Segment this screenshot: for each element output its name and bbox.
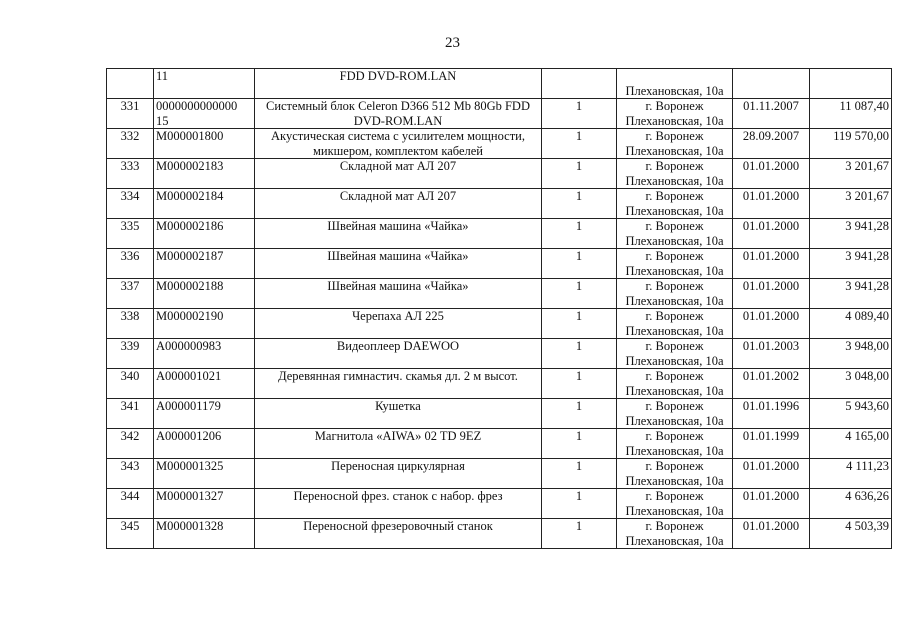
table-row bbox=[107, 399, 892, 429]
cell-code: А000001179 bbox=[156, 399, 221, 413]
commission-date bbox=[733, 249, 810, 279]
table-row bbox=[107, 189, 892, 219]
item-address bbox=[617, 249, 733, 279]
cell-cost: 4 111,23 bbox=[846, 459, 889, 473]
cell-name: Системный блок Celeron D366 512 Mb 80Gb FDD DVD-ROM.LAN bbox=[265, 99, 530, 128]
commission-date bbox=[733, 129, 810, 159]
cell-street: Плехановская, 10а bbox=[625, 143, 724, 158]
cell-street: Плехановская, 10а bbox=[625, 113, 724, 128]
item-cost bbox=[810, 69, 892, 99]
page-number: 23 bbox=[445, 35, 460, 51]
row-number bbox=[107, 99, 154, 129]
item-quantity bbox=[542, 489, 617, 519]
commission-date bbox=[733, 219, 810, 249]
cell-city: г. Воронеж bbox=[645, 129, 704, 143]
cell-qty: 1 bbox=[575, 369, 583, 383]
cell-street: Плехановская, 10а bbox=[625, 353, 724, 368]
cell-cost: 4 503,39 bbox=[845, 519, 889, 533]
cell-date: 01.11.2007 bbox=[743, 99, 799, 113]
item-quantity bbox=[542, 309, 617, 339]
item-name bbox=[255, 159, 542, 189]
commission-date bbox=[733, 159, 810, 189]
cell-num: 334 bbox=[120, 189, 140, 203]
item-quantity bbox=[542, 429, 617, 459]
cell-cost: 4 165,00 bbox=[845, 429, 889, 443]
table-row bbox=[107, 519, 892, 549]
cell-qty: 1 bbox=[575, 429, 583, 443]
cell-date: 01.01.2000 bbox=[742, 519, 800, 533]
item-name bbox=[255, 69, 542, 99]
cell-code: М000001327 bbox=[156, 489, 224, 503]
inventory-code bbox=[154, 279, 255, 309]
row-number bbox=[107, 129, 154, 159]
cell-street: Плехановская, 10а bbox=[625, 473, 724, 488]
cell-cost: 4 636,26 bbox=[845, 489, 889, 503]
row-number bbox=[107, 189, 154, 219]
cell-code: А000000983 bbox=[156, 339, 222, 353]
cell-num: 337 bbox=[120, 279, 140, 293]
cell-street: Плехановская, 10а bbox=[625, 293, 724, 308]
row-number bbox=[107, 459, 154, 489]
inventory-code bbox=[154, 189, 255, 219]
item-name bbox=[255, 99, 542, 129]
cell-city: г. Воронеж bbox=[645, 339, 704, 353]
cell-date: 01.01.1999 bbox=[742, 429, 800, 443]
row-number bbox=[107, 369, 154, 399]
cell-date: 01.01.2000 bbox=[742, 489, 800, 503]
item-name bbox=[255, 399, 542, 429]
table-row bbox=[107, 309, 892, 339]
item-cost bbox=[810, 219, 892, 249]
item-address bbox=[617, 399, 733, 429]
inventory-code bbox=[154, 249, 255, 279]
cell-city: г. Воронеж bbox=[645, 189, 704, 203]
inventory-code bbox=[154, 489, 255, 519]
item-cost bbox=[810, 489, 892, 519]
cell-qty: 1 bbox=[575, 249, 583, 263]
item-quantity bbox=[542, 339, 617, 369]
item-address bbox=[617, 159, 733, 189]
commission-date bbox=[733, 189, 810, 219]
item-name bbox=[255, 249, 542, 279]
row-number bbox=[107, 489, 154, 519]
cell-cost: 3 941,28 bbox=[845, 249, 889, 263]
cell-qty: 1 bbox=[575, 399, 583, 413]
cell-cost: 119 570,00 bbox=[833, 129, 889, 143]
cell-qty: 1 bbox=[575, 339, 583, 353]
cell-cost: 3 201,67 bbox=[845, 189, 889, 203]
cell-name: Переносная циркулярная bbox=[331, 459, 465, 473]
item-cost bbox=[810, 339, 892, 369]
item-quantity bbox=[542, 219, 617, 249]
cell-num: 332 bbox=[120, 129, 140, 143]
cell-code: М000002188 bbox=[156, 279, 224, 293]
cell-date: 01.01.2000 bbox=[742, 219, 800, 233]
cell-code: М000001325 bbox=[156, 459, 224, 473]
inventory-code bbox=[154, 429, 255, 459]
row-number bbox=[107, 279, 154, 309]
cell-name: Черепаха АЛ 225 bbox=[352, 309, 444, 323]
table-row bbox=[107, 99, 892, 129]
cell-name: Швейная машина «Чайка» bbox=[327, 249, 469, 263]
cell-num: 343 bbox=[120, 459, 140, 473]
cell-street: Плехановская, 10а bbox=[625, 83, 724, 98]
cell-code: М000002187 bbox=[156, 249, 224, 263]
cell-name: Складной мат АЛ 207 bbox=[339, 159, 457, 173]
item-quantity bbox=[542, 159, 617, 189]
cell-date: 01.01.2000 bbox=[742, 249, 800, 263]
cell-city: г. Воронеж bbox=[645, 489, 704, 503]
item-quantity bbox=[542, 249, 617, 279]
cell-name: Швейная машина «Чайка» bbox=[327, 219, 469, 233]
item-address bbox=[617, 219, 733, 249]
cell-name: Кушетка bbox=[375, 399, 421, 413]
commission-date bbox=[733, 99, 810, 129]
cell-street: Плехановская, 10а bbox=[625, 233, 724, 248]
item-quantity bbox=[542, 129, 617, 159]
item-address bbox=[617, 369, 733, 399]
item-quantity bbox=[542, 399, 617, 429]
item-address bbox=[617, 129, 733, 159]
row-number bbox=[107, 159, 154, 189]
item-address bbox=[617, 279, 733, 309]
commission-date bbox=[733, 429, 810, 459]
item-quantity bbox=[542, 189, 617, 219]
cell-date: 01.01.2000 bbox=[742, 279, 800, 293]
row-number bbox=[107, 519, 154, 549]
cell-cost: 3 201,67 bbox=[845, 159, 889, 173]
cell-city: г. Воронеж bbox=[645, 309, 704, 323]
item-address bbox=[617, 459, 733, 489]
cell-qty: 1 bbox=[575, 519, 583, 533]
item-name bbox=[255, 429, 542, 459]
cell-date: 28.09.2007 bbox=[742, 129, 800, 143]
table-row bbox=[107, 69, 892, 99]
cell-code: М000001800 bbox=[156, 129, 224, 143]
item-address bbox=[617, 189, 733, 219]
item-cost bbox=[810, 129, 892, 159]
cell-city: г. Воронеж bbox=[645, 429, 704, 443]
item-quantity bbox=[542, 519, 617, 549]
cell-date: 01.01.2000 bbox=[742, 159, 800, 173]
cell-city: г. Воронеж bbox=[645, 249, 704, 263]
cell-num: 338 bbox=[120, 309, 140, 323]
cell-num: 331 bbox=[120, 99, 140, 113]
cell-qty: 1 bbox=[575, 129, 583, 143]
table-row bbox=[107, 159, 892, 189]
cell-code: 11 bbox=[156, 69, 169, 83]
commission-date bbox=[733, 459, 810, 489]
cell-qty: 1 bbox=[575, 159, 583, 173]
cell-date: 01.01.2000 bbox=[742, 459, 800, 473]
item-quantity bbox=[542, 99, 617, 129]
cell-num: 333 bbox=[120, 159, 140, 173]
item-cost bbox=[810, 99, 892, 129]
cell-qty: 1 bbox=[575, 489, 583, 503]
cell-cost: 3 941,28 bbox=[845, 279, 889, 293]
cell-qty: 1 bbox=[575, 459, 583, 473]
table-row bbox=[107, 279, 892, 309]
cell-city: г. Воронеж bbox=[645, 219, 704, 233]
cell-num: 340 bbox=[120, 369, 140, 383]
item-address bbox=[617, 429, 733, 459]
item-address bbox=[617, 69, 733, 99]
item-quantity bbox=[542, 279, 617, 309]
cell-street: Плехановская, 10а bbox=[625, 413, 724, 428]
cell-cost: 4 089,40 bbox=[845, 309, 889, 323]
cell-cost: 5 943,60 bbox=[845, 399, 889, 413]
commission-date bbox=[733, 369, 810, 399]
row-number bbox=[107, 429, 154, 459]
cell-num: 341 bbox=[120, 399, 140, 413]
inventory-code bbox=[154, 129, 255, 159]
item-name bbox=[255, 189, 542, 219]
cell-date: 01.01.2000 bbox=[742, 189, 800, 203]
cell-name: Переносной фрез. станок с набор. фрез bbox=[293, 489, 503, 503]
row-number bbox=[107, 69, 154, 99]
cell-date: 01.01.2003 bbox=[742, 339, 800, 353]
commission-date bbox=[733, 69, 810, 99]
cell-city: г. Воронеж bbox=[645, 99, 704, 113]
cell-city: г. Воронеж bbox=[645, 279, 704, 293]
cell-code: А000001206 bbox=[156, 429, 222, 443]
cell-num: 336 bbox=[120, 249, 140, 263]
table-row bbox=[107, 489, 892, 519]
cell-street: Плехановская, 10а bbox=[625, 383, 724, 398]
row-number bbox=[107, 249, 154, 279]
cell-city: г. Воронеж bbox=[645, 369, 704, 383]
inventory-code bbox=[154, 459, 255, 489]
inventory-code bbox=[154, 99, 255, 129]
cell-cost: 3 048,00 bbox=[845, 369, 889, 383]
cell-name: Складной мат АЛ 207 bbox=[339, 189, 457, 203]
item-quantity bbox=[542, 69, 617, 99]
cell-street: Плехановская, 10а bbox=[625, 323, 724, 338]
cell-code: А000001021 bbox=[156, 369, 222, 383]
cell-city: г. Воронеж bbox=[645, 459, 704, 473]
item-cost bbox=[810, 519, 892, 549]
commission-date bbox=[733, 489, 810, 519]
item-address bbox=[617, 99, 733, 129]
cell-cost: 3 948,00 bbox=[845, 339, 889, 353]
inventory-code bbox=[154, 159, 255, 189]
cell-qty: 1 bbox=[575, 99, 583, 113]
cell-name: Швейная машина «Чайка» bbox=[327, 279, 469, 293]
row-number bbox=[107, 399, 154, 429]
item-name bbox=[255, 309, 542, 339]
commission-date bbox=[733, 309, 810, 339]
cell-street: Плехановская, 10а bbox=[625, 503, 724, 518]
item-address bbox=[617, 489, 733, 519]
inventory-code bbox=[154, 339, 255, 369]
item-address bbox=[617, 309, 733, 339]
item-cost bbox=[810, 159, 892, 189]
cell-street: Плехановская, 10а bbox=[625, 173, 724, 188]
commission-date bbox=[733, 279, 810, 309]
item-cost bbox=[810, 459, 892, 489]
inventory-code bbox=[154, 219, 255, 249]
cell-qty: 1 bbox=[575, 309, 583, 323]
cell-qty: 1 bbox=[575, 219, 583, 233]
cell-qty: 1 bbox=[575, 279, 583, 293]
cell-street: Плехановская, 10а bbox=[625, 263, 724, 278]
cell-num: 344 bbox=[120, 489, 140, 503]
item-cost bbox=[810, 249, 892, 279]
cell-city: г. Воронеж bbox=[645, 519, 704, 533]
cell-code: 0000000000000 15 bbox=[156, 99, 238, 128]
item-name bbox=[255, 519, 542, 549]
item-cost bbox=[810, 279, 892, 309]
cell-code: М000001328 bbox=[156, 519, 224, 533]
cell-city: г. Воронеж bbox=[645, 399, 704, 413]
row-number bbox=[107, 339, 154, 369]
item-name bbox=[255, 129, 542, 159]
item-name bbox=[255, 369, 542, 399]
row-number bbox=[107, 309, 154, 339]
item-cost bbox=[810, 399, 892, 429]
item-cost bbox=[810, 369, 892, 399]
row-number bbox=[107, 219, 154, 249]
inventory-code bbox=[154, 369, 255, 399]
cell-num: 345 bbox=[120, 519, 140, 533]
item-cost bbox=[810, 429, 892, 459]
cell-name: FDD DVD-ROM.LAN bbox=[339, 69, 457, 83]
cell-name: Деревянная гимнастич. скамья дл. 2 м высот. bbox=[278, 369, 518, 383]
item-quantity bbox=[542, 459, 617, 489]
table-row bbox=[107, 249, 892, 279]
cell-date: 01.01.2002 bbox=[742, 369, 800, 383]
inventory-table bbox=[106, 68, 892, 549]
cell-cost: 3 941,28 bbox=[845, 219, 889, 233]
cell-cost: 11 087,40 bbox=[839, 99, 889, 113]
item-address bbox=[617, 339, 733, 369]
item-cost bbox=[810, 189, 892, 219]
item-name bbox=[255, 489, 542, 519]
table-row bbox=[107, 129, 892, 159]
commission-date bbox=[733, 519, 810, 549]
item-quantity bbox=[542, 369, 617, 399]
cell-name: Акустическая система с усилителем мощности, микшером, комплектом кабелей bbox=[271, 129, 525, 158]
item-name bbox=[255, 219, 542, 249]
item-name bbox=[255, 339, 542, 369]
table-row bbox=[107, 429, 892, 459]
cell-qty: 1 bbox=[575, 189, 583, 203]
item-address bbox=[617, 519, 733, 549]
table-body bbox=[107, 69, 892, 549]
cell-name: Магнитола «AIWA» 02 TD 9EZ bbox=[314, 429, 482, 443]
cell-street: Плехановская, 10а bbox=[625, 533, 724, 548]
commission-date bbox=[733, 339, 810, 369]
inventory-code bbox=[154, 309, 255, 339]
cell-date: 01.01.2000 bbox=[742, 309, 800, 323]
item-cost bbox=[810, 309, 892, 339]
table-row bbox=[107, 219, 892, 249]
inventory-code bbox=[154, 399, 255, 429]
cell-code: М000002186 bbox=[156, 219, 224, 233]
cell-code: М000002190 bbox=[156, 309, 224, 323]
table-row bbox=[107, 339, 892, 369]
cell-code: М000002183 bbox=[156, 159, 224, 173]
cell-num: 339 bbox=[120, 339, 140, 353]
cell-name: Переносной фрезеровочный станок bbox=[303, 519, 493, 533]
inventory-code bbox=[154, 519, 255, 549]
table-row bbox=[107, 369, 892, 399]
cell-city: г. Воронеж bbox=[645, 159, 704, 173]
cell-num: 335 bbox=[120, 219, 140, 233]
inventory-code bbox=[154, 69, 255, 99]
cell-street: Плехановская, 10а bbox=[625, 203, 724, 218]
table-row bbox=[107, 459, 892, 489]
commission-date bbox=[733, 399, 810, 429]
cell-num: 342 bbox=[120, 429, 140, 443]
item-name bbox=[255, 459, 542, 489]
cell-street: Плехановская, 10а bbox=[625, 443, 724, 458]
cell-date: 01.01.1996 bbox=[742, 399, 800, 413]
cell-name: Видеоплеер DAEWOO bbox=[336, 339, 460, 353]
cell-code: М000002184 bbox=[156, 189, 224, 203]
item-name bbox=[255, 279, 542, 309]
